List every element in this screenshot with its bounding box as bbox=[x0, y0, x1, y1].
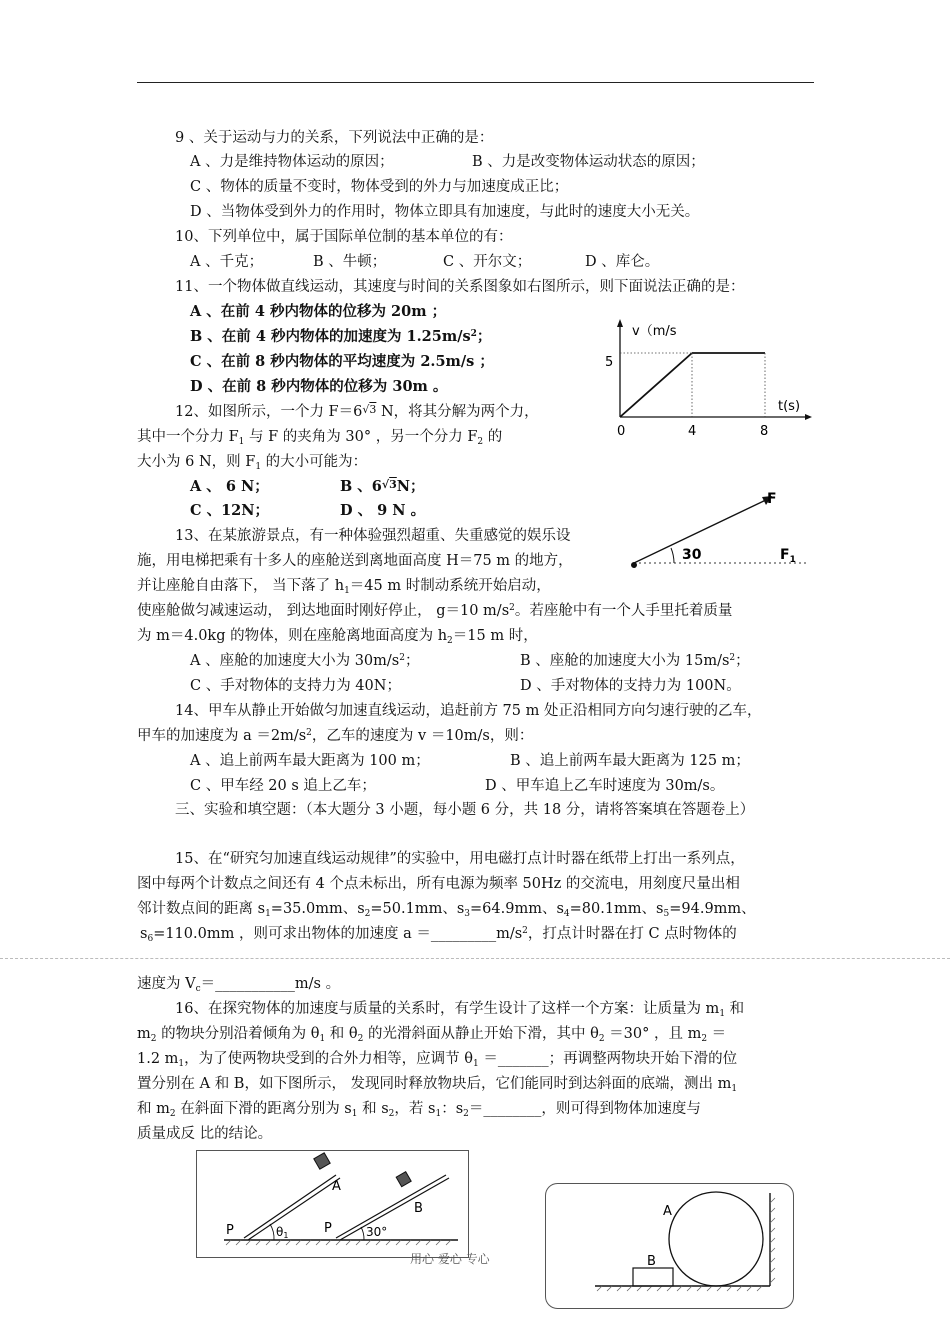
q9-stem: 9 、关于运动与力的关系，下列说法中正确的是： bbox=[175, 130, 494, 146]
q13-option-c: C 、手对物体的支持力为 40N； bbox=[190, 678, 401, 694]
q16-line-1: 16、在探究物体的加速度与质量的关系时，有学生设计了这样一个方案：让质量为 $m_1$ 和 bbox=[175, 1001, 745, 1019]
q10-option-b: B 、牛顿； bbox=[313, 254, 387, 270]
q16-line-5: 和 $m_2$ 在斜面下滑的距离分别为 $s_1$ 和 $s_2$，若 $s_1$：$s_2=\_\_\_\_\_\_\_\_$，则可得到物体加速度与 bbox=[137, 1101, 701, 1119]
graph-tick-8: 8 bbox=[760, 424, 769, 439]
force-label-f: F bbox=[767, 491, 777, 507]
q15-line-5: 速度为 $V_c=\_\_\_\_\_\_\_\_\_\_\_m/s$ 。 bbox=[137, 976, 341, 994]
q15-line-2: 图中每两个计数点之间还有 4 个点未标出，所有电源为频率 50Hz 的交流电，用刻度尺量出相 bbox=[137, 876, 740, 892]
q14-line-2: 甲车的加速度为 $a =2m/s^2$，乙车的速度为 v ＝10m/s，则： bbox=[137, 728, 534, 744]
q9-option-c: C 、物体的质量不变时，物体受到的外力与加速度成正比； bbox=[190, 179, 569, 195]
q14-line-1: 14、甲车从静止开始做匀加速直线运动，追赶前方 75 m 处正沿相同方向匀速行驶的乙车， bbox=[175, 703, 762, 719]
q16-line-6: 质量成反 比的结论。 bbox=[137, 1126, 273, 1142]
q12-option-d: D 、 9 N 。 bbox=[340, 502, 426, 519]
q16-line-2: $m_2$ 的物块分别沿着倾角为 $\theta_1$ 和 $\theta_2$ 的光滑斜面从静止开始下滑，其中 $\theta_2 =30^\circ$ ，且 $m_2$ ＝ bbox=[137, 1026, 727, 1044]
incline-theta-label: θ1 bbox=[276, 1225, 289, 1240]
q13-line-5: 为 m＝4.0kg 的物体，则在座舱离地面高度为 $h_2=15$ m 时， bbox=[137, 628, 538, 646]
block-label-b: B bbox=[647, 1254, 656, 1269]
q10-option-c: C 、开尔文； bbox=[443, 254, 532, 270]
q13-option-b: B 、座舱的加速度大小为 $15m/s^2$； bbox=[520, 653, 750, 669]
q12-option-b: B 、$6^{√3}N$； bbox=[340, 478, 425, 495]
q15-line-4: $s_6=110.0mm$ ，则可求出物体的加速度 $a =\_\_\_\_\_\_\_\_\_m/s^2$，打点计时器在打 C 点时物体的 bbox=[140, 926, 737, 944]
q13-line-4: 使座舱做匀减速运动， 到达地面时刚好停止， g＝10 $m/s^2$。若座舱中有一个人手里托着质量 bbox=[137, 603, 733, 619]
ball-and-block-diagram bbox=[545, 1183, 795, 1311]
force-decomposition-diagram bbox=[622, 485, 812, 575]
q12-line-1: 12、如图所示，一个力 $F=6^{√3}$ N，将其分解为两个力， bbox=[175, 403, 539, 420]
graph-tick-0: 0 bbox=[617, 424, 626, 439]
section-3-heading: 三、实验和填空题：（本大题分 3 小题，每小题 6 分，共 18 分，请将答案填在答题卷上） bbox=[175, 802, 755, 818]
q14-option-a: A 、追上前两车最大距离为 100 m； bbox=[190, 753, 430, 769]
q15-line-1: 15、在“研究匀加速直线运动规律”的实验中，用电磁打点计时器在纸带上打出一系列点， bbox=[175, 851, 745, 867]
q15-line-3: 邻计数点间的距离 $s_1=35.0mm$、$s_2=50.1mm$、$s_3=64.9mm$、$s_4=80.1mm$、$s_5=94.9mm$、 bbox=[137, 901, 756, 919]
q13-line-2: 施，用电梯把乘有十多人的座舱送到离地面高度 H＝75 m 的地方， bbox=[137, 553, 573, 569]
q9-option-a: A 、力是维持物体运动的原因； bbox=[190, 154, 394, 170]
q10-option-d: D 、库仑。 bbox=[585, 254, 660, 270]
q12-line-3: 大小为 6 N，则 $F_1$ 的大小可能为： bbox=[137, 454, 368, 472]
q12-option-c: C 、12N； bbox=[190, 502, 270, 519]
circle-label-a: A bbox=[663, 1204, 672, 1219]
q10-stem: 10、下列单位中，属于国际单位制的基本单位的有： bbox=[175, 229, 513, 245]
page-break-divider bbox=[0, 958, 950, 959]
page-footer: 用心 爱心 专心 bbox=[410, 1252, 490, 1266]
graph-ylabel: v（m/s bbox=[632, 324, 677, 339]
q11-stem: 11、一个物体做直线运动，其速度与时间的关系图象如右图所示，则下面说法正确的是： bbox=[175, 279, 745, 295]
q13-option-d: D 、手对物体的支持力为 100N。 bbox=[520, 678, 741, 694]
velocity-time-graph bbox=[600, 315, 815, 445]
incline-angle-label: 30° bbox=[366, 1225, 388, 1239]
force-angle-label: 30 bbox=[682, 547, 702, 563]
q11-option-b: B 、在前 4 秒内物体的加速度为 $1.25m/s^2$； bbox=[190, 328, 492, 345]
q14-option-d: D 、甲车追上乙车时速度为 30m/s。 bbox=[485, 778, 725, 794]
q12-line-2: 其中一个分力 $F_1$ 与 F 的夹角为 30° ，另一个分力 $F_2$ 的 bbox=[137, 429, 503, 447]
q16-line-4: 置分别在 A 和 B，如下图所示， 发现同时释放物块后，它们能同时到达斜面的底端，测出 $m_1$ bbox=[137, 1076, 738, 1094]
incline-planes-diagram bbox=[196, 1150, 471, 1260]
q12-option-a: A 、 6 N； bbox=[190, 478, 269, 495]
q14-option-c: C 、甲车经 20 s 追上乙车； bbox=[190, 778, 376, 794]
header-rule bbox=[137, 82, 814, 83]
force-label-f1: $F_1$ bbox=[780, 547, 796, 565]
graph-xlabel: t(s) bbox=[778, 399, 801, 414]
incline-label-p2: P bbox=[324, 1221, 332, 1236]
q11-option-c: C 、在前 8 秒内物体的平均速度为 2.5m/s ； bbox=[190, 353, 494, 370]
incline-label-a: A bbox=[332, 1179, 341, 1194]
q11-option-d: D 、在前 8 秒内物体的位移为 30m 。 bbox=[190, 378, 448, 395]
incline-label-p1: P bbox=[226, 1223, 234, 1238]
q10-option-a: A 、千克； bbox=[190, 254, 264, 270]
q13-line-1: 13、在某旅游景点，有一种体验强烈超重、失重感觉的娱乐设 bbox=[175, 528, 571, 544]
q11-option-a: A 、在前 4 秒内物体的位移为 20m ； bbox=[190, 303, 447, 320]
q13-option-a: A 、座舱的加速度大小为 $30m/s^2$； bbox=[190, 653, 420, 669]
q14-option-b: B 、追上前两车最大距离为 125 m； bbox=[510, 753, 750, 769]
q13-line-3: 并让座舱自由落下， 当下落了 $h_1=45$ m 时制动系统开始启动， bbox=[137, 578, 551, 596]
q9-option-d: D 、当物体受到外力的作用时，物体立即具有加速度，与此时的速度大小无关。 bbox=[190, 204, 700, 220]
q9-option-b: B 、力是改变物体运动状态的原因； bbox=[472, 154, 705, 170]
q16-line-3: 1.2 $m_1$，为了使两物块受到的合外力相等，应调节 $\theta_1$ ＝_______；再调整两物块开始下滑的位 bbox=[137, 1051, 738, 1069]
graph-tick-4: 4 bbox=[688, 424, 697, 439]
incline-label-b: B bbox=[414, 1201, 423, 1216]
graph-tick-5: 5 bbox=[605, 355, 614, 370]
